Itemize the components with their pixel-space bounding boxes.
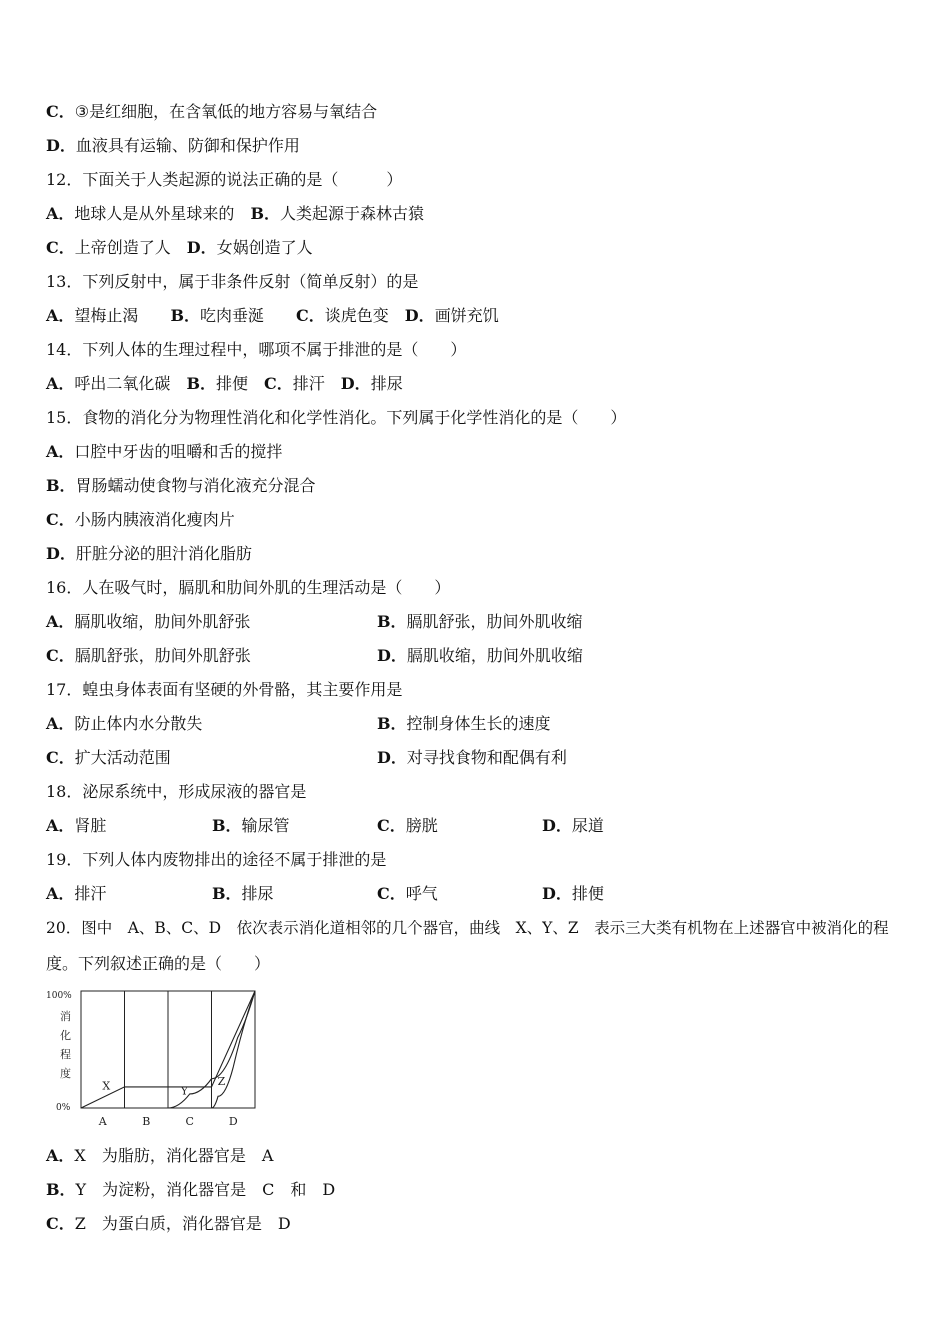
y-label-char: 程 — [60, 1048, 71, 1061]
q12-stem: 12．下面关于人类起源的说法正确的是（ ） — [46, 170, 403, 189]
q12-option-c: C．上帝创造了人 — [46, 238, 171, 257]
q17-option-c: C．扩大活动范围 — [46, 748, 171, 767]
y-tick-100: 100% — [46, 991, 72, 1001]
q16-option-c: C．膈肌舒张，肋间外肌舒张 — [46, 646, 251, 665]
q15-option-d: D．肝脏分泌的胆汁消化脂肪 — [46, 544, 252, 563]
q14-option-b: B．排便 — [186, 374, 248, 393]
x-category-labels — [98, 1115, 238, 1128]
q20-option-c: C．Z 为蛋白质，消化器官是 D — [46, 1214, 291, 1233]
q19-option-c: C．呼气 — [377, 884, 438, 903]
q17-option-d: D．对寻找食物和配偶有利 — [377, 748, 567, 767]
q19-option-d: D．排便 — [542, 884, 604, 903]
q15-stem: 15．食物的消化分为物理性消化和化学性消化。下列属于化学性消化的是（ ） — [46, 408, 627, 427]
q12-option-a: A．地球人是从外星球来的 — [46, 204, 235, 223]
category-label-d: D — [228, 1115, 238, 1128]
digestion-chart — [46, 984, 276, 1134]
q12-options-ab — [46, 204, 424, 224]
q11-option-d: D．血液具有运输、防御和保护作用 — [46, 136, 300, 155]
q19-option-b: B．排尿 — [212, 884, 274, 903]
q19-option-a: A．排汗 — [46, 884, 107, 903]
series-label-y: Y — [180, 1084, 188, 1098]
q16-option-d: D．膈肌收缩，肋间外肌收缩 — [377, 646, 583, 665]
q20-option-a: A．X 为脂肪，消化器官是 A — [46, 1146, 274, 1165]
q14-option-d: D．排尿 — [340, 374, 403, 393]
q18-option-a: A．肾脏 — [46, 816, 107, 835]
q18-option-b: B．输尿管 — [212, 816, 290, 835]
y-label-char: 消 — [60, 1010, 71, 1023]
q18-option-d: D．尿道 — [542, 816, 604, 835]
q12-options-cd — [46, 238, 313, 258]
q14-stem: 14．下列人体的生理过程中，哪项不属于排泄的是（ ） — [46, 340, 467, 359]
q14-option-a: A．呼出二氧化碳 — [46, 374, 171, 393]
q18-stem: 18．泌尿系统中，形成尿液的器官是 — [46, 782, 307, 801]
q18-option-c: C．膀胱 — [377, 816, 438, 835]
category-label-c: C — [185, 1115, 194, 1128]
series-labels — [102, 1075, 225, 1097]
q12-option-b: B．人类起源于森林古猿 — [250, 204, 424, 223]
q13-options — [46, 306, 499, 326]
y-axis-label — [60, 1009, 71, 1080]
q15-option-a: A．口腔中牙齿的咀嚼和舌的搅拌 — [46, 442, 283, 461]
q20-option-b: B．Y 为淀粉，消化器官是 C 和 D — [46, 1180, 336, 1199]
q19-stem: 19．下列人体内废物排出的途径不属于排泄的是 — [46, 850, 387, 869]
q11-option-c: C．③是红细胞，在含氧低的地方容易与氧结合 — [46, 102, 378, 121]
q20-stem-line1: 20．图中 A、B、C、D 依次表示消化道相邻的几个器官，曲线 X、Y、Z 表示三大类有机物在上述器官中被消化的程 — [46, 919, 889, 937]
q13-option-a: A．望梅止渴 — [46, 306, 139, 325]
q13-option-b: B．吃肉垂涎 — [170, 306, 264, 325]
q13-option-d: D．画饼充饥 — [404, 306, 499, 325]
q20-stem-line2: 度。下列叙述正确的是（ ） — [46, 954, 271, 973]
q12-option-d: D．女娲创造了人 — [186, 238, 313, 257]
organ-dividers — [125, 991, 212, 1108]
y-label-char: 度 — [60, 1067, 71, 1080]
q17-stem: 17．蝗虫身体表面有坚硬的外骨骼，其主要作用是 — [46, 680, 403, 699]
category-label-a: A — [98, 1115, 107, 1128]
q15-option-c: C．小肠内胰液消化瘦肉片 — [46, 510, 235, 529]
q15-option-b: B．胃肠蠕动使食物与消化液充分混合 — [46, 476, 316, 495]
q14-option-c: C．排汗 — [264, 374, 325, 393]
q17-option-b: B．控制身体生长的速度 — [377, 714, 551, 733]
series-label-z: Z — [217, 1074, 226, 1088]
q13-stem: 13．下列反射中，属于非条件反射（简单反射）的是 — [46, 272, 419, 291]
q16-stem: 16．人在吸气时，膈肌和肋间外肌的生理活动是（ ） — [46, 578, 451, 597]
q14-options — [46, 374, 403, 394]
q16-option-a: A．膈肌收缩，肋间外肌舒张 — [46, 612, 251, 631]
series-label-x: X — [102, 1079, 111, 1093]
y-label-char: 化 — [60, 1029, 71, 1042]
q13-option-c: C．谈虎色变 — [296, 306, 389, 325]
q16-option-b: B．膈肌舒张，肋间外肌收缩 — [377, 612, 583, 631]
q17-option-a: A．防止体内水分散失 — [46, 714, 203, 733]
category-label-b: B — [142, 1115, 151, 1128]
y-tick-0: 0% — [56, 1103, 71, 1113]
